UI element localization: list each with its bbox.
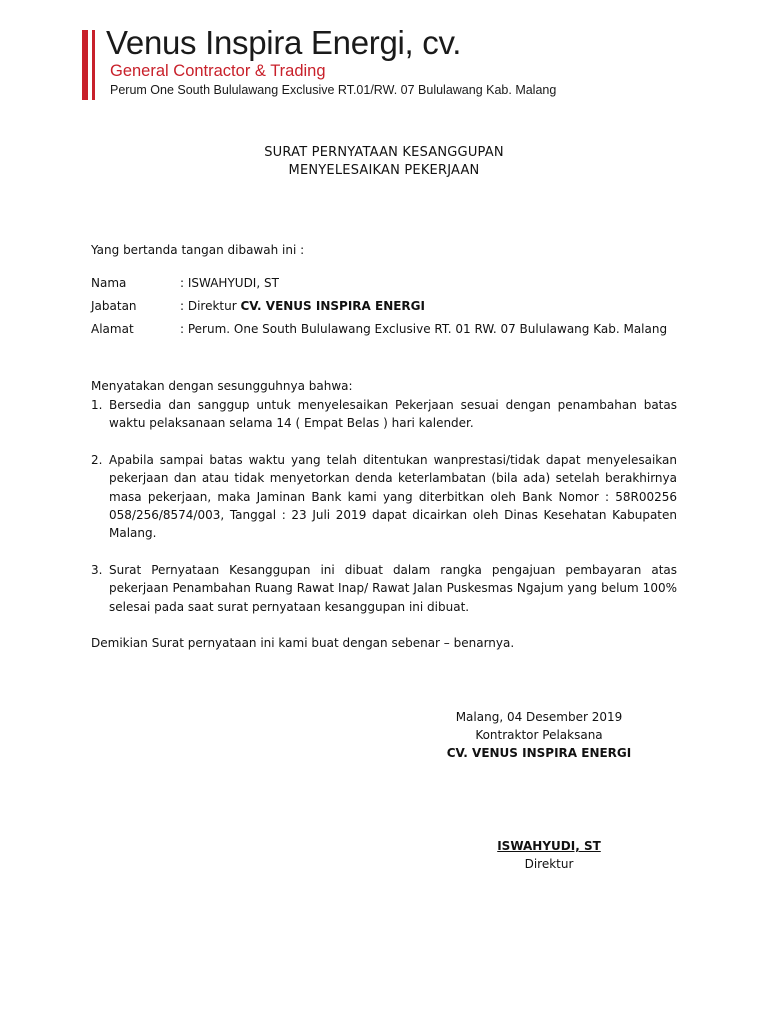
document-title-line2: MENYELESAIKAN PEKERJAAN [288, 163, 480, 178]
company-tagline: General Contractor & Trading [110, 62, 326, 80]
item-text: Surat Pernyataan Kesanggupan ini dibuat dalam rangka pengajuan pembayaran atas pekerjaan Penambahan Ruang Rawat Inap/ Rawat Jalan Puskesmas Ngajum yang belum 100% selesai pada saat surat pernyataan kesanggupan ini dibuat. [109, 563, 677, 614]
letterhead [80, 22, 570, 100]
signatory-name: ISWAHYUDI, ST [497, 839, 601, 853]
jabatan-prefix: : Direktur [180, 299, 241, 313]
logo-bar-right [92, 30, 95, 100]
signatory-position: Direktur [524, 857, 574, 871]
signature-role: Kontraktor Pelaksana [475, 728, 603, 742]
field-label-nama: Nama [91, 276, 127, 290]
field-value-nama: : ISWAHYUDI, ST [180, 276, 279, 290]
document-title-line1: SURAT PERNYATAAN KESANGGUPAN [264, 145, 504, 160]
signature-place-date: Malang, 04 Desember 2019 [455, 710, 623, 724]
signature-company: CV. VENUS INSPIRA ENERGI [446, 746, 632, 760]
field-label-jabatan: Jabatan [91, 299, 137, 313]
company-address: Perum One South Bululawang Exclusive RT.01/RW. 07 Bululawang Kab. Malang [110, 83, 557, 97]
item-text: Bersedia dan sanggup untuk menyelesaikan Pekerjaan sesuai dengan penambahan batas waktu pelaksanaan selama 14 ( Empat Belas ) hari kalender. [109, 398, 677, 431]
item-number: 2. [91, 453, 103, 467]
field-label-alamat: Alamat [91, 322, 134, 336]
field-value-alamat: : Perum. One South Bululawang Exclusive RT. 01 RW. 07 Bululawang Kab. Malang [180, 322, 668, 336]
jabatan-company: CV. VENUS INSPIRA ENERGI [240, 299, 425, 313]
item-number: 1. [91, 398, 103, 412]
company-name: Venus Inspira Energi, cv. [106, 24, 462, 61]
intro-text: Yang bertanda tangan dibawah ini : [91, 243, 305, 257]
item-number: 3. [91, 563, 103, 577]
field-value-jabatan [180, 297, 425, 315]
statement-intro: Menyatakan dengan sesungguhnya bahwa: [91, 379, 353, 393]
closing-text: Demikian Surat pernyataan ini kami buat dengan sebenar – benarnya. [91, 636, 515, 650]
logo-bar-left [82, 30, 88, 100]
item-text: Apabila sampai batas waktu yang telah ditentukan wanprestasi/tidak dapat menyelesaikan pekerjaan dan atau tidak menyetorkan denda keterlambatan (bila ada) setelah berakhirnya masa pekerjaan, maka Jaminan Bank kami yang diterbitkan oleh Bank Nomor : 58R00256 058/256/8574/003, Tanggal : 23 Juli 2019 dapat dicairkan oleh Dinas Kesehatan Kabupaten Malang. [109, 453, 677, 541]
